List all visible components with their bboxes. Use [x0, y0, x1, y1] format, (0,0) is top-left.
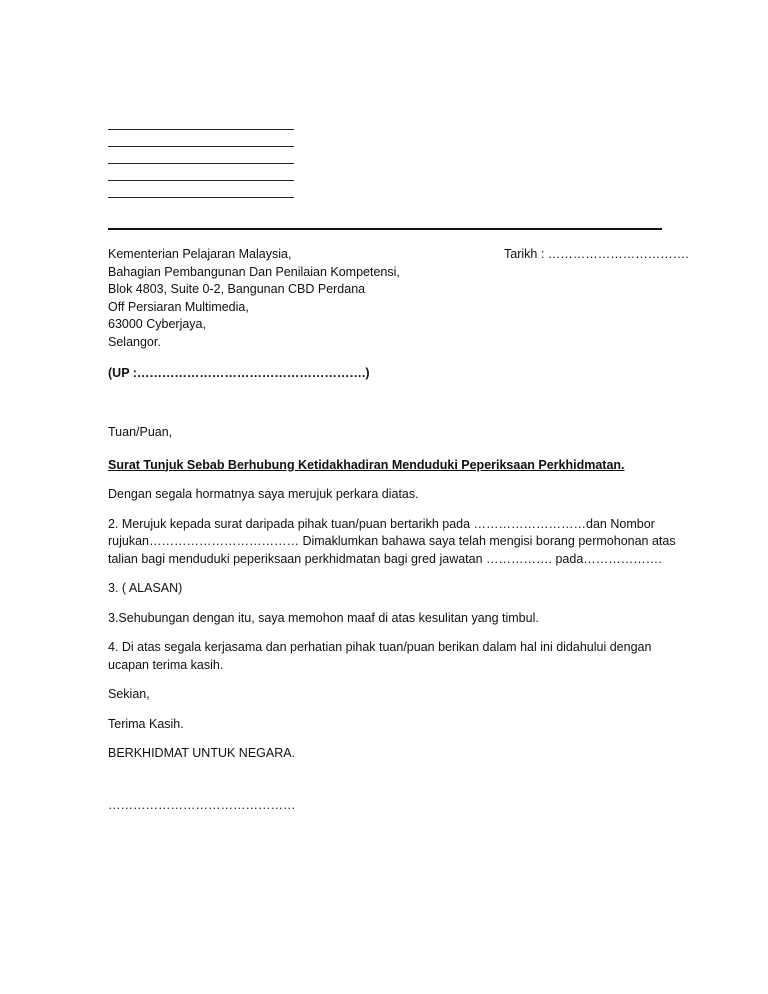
- sender-blank-line: [108, 164, 294, 181]
- closing-thanks: Terima Kasih.: [108, 716, 184, 731]
- paragraph-2-line: rujukan……………………………… Dimaklumkan bahawa saya telah mengisi borang permohonan atas: [108, 534, 676, 548]
- letter-subject: Surat Tunjuk Sebab Berhubung Ketidakhadiran Menduduki Peperiksaan Perkhidmatan.: [108, 457, 625, 472]
- sender-address-blanks: [108, 113, 294, 198]
- intro-paragraph: Dengan segala hormatnya saya merujuk perkara diatas.: [108, 487, 419, 501]
- sender-blank-line: [108, 181, 294, 198]
- paragraph-3: 3. ( ALASAN): [108, 581, 183, 595]
- closing-sekian: Sekian,: [108, 687, 150, 701]
- letter-body: [108, 424, 676, 763]
- spacer: [108, 474, 668, 486]
- header-divider: [108, 228, 662, 230]
- paragraph-2-line: talian bagi menduduki peperiksaan perkhidmatan bagi gred jawatan ……………. pada……………….: [108, 551, 662, 566]
- attention-line: (UP :……………………………………………….): [108, 366, 370, 380]
- recipient-line: Off Persiaran Multimedia,: [108, 299, 249, 314]
- spacer: [108, 704, 668, 716]
- salutation: Tuan/Puan,: [108, 425, 173, 439]
- recipient-line: Bahagian Pembangunan Dan Penilaian Kompetensi,: [108, 264, 400, 279]
- recipient-address: [108, 246, 438, 351]
- sender-blank-line: [108, 130, 294, 147]
- recipient-line: Selangor.: [108, 334, 161, 349]
- paragraph-4-line: ucapan terima kasih.: [108, 657, 224, 672]
- spacer: [108, 504, 668, 516]
- spacer: [108, 442, 668, 457]
- recipient-line: Blok 4803, Suite 0-2, Bangunan CBD Perdana: [108, 282, 366, 296]
- sender-blank-line: [108, 113, 294, 130]
- sender-blank-line: [108, 147, 294, 164]
- spacer: [108, 568, 668, 580]
- recipient-line: Kementerian Pelajaran Malaysia,: [108, 247, 292, 261]
- spacer: [108, 598, 668, 610]
- paragraph-4-line: 4. Di atas segala kerjasama dan perhatian pihak tuan/puan berikan dalam hal ini didahului dengan: [108, 640, 652, 654]
- signature-line: ………………………………………: [108, 798, 296, 812]
- spacer: [108, 733, 668, 745]
- paragraph-2-line: 2. Merujuk kepada surat daripada pihak tuan/puan bertarikh pada ………………………dan Nombor: [108, 516, 655, 531]
- date-field: Tarikh : …………………………….: [504, 247, 689, 261]
- spacer: [108, 627, 668, 639]
- closing-motto: BERKHIDMAT UNTUK NEGARA.: [108, 746, 296, 760]
- spacer: [108, 674, 668, 686]
- paragraph-3b: 3.Sehubungan dengan itu, saya memohon maaf di atas kesulitan yang timbul.: [108, 610, 539, 625]
- recipient-line: 63000 Cyberjaya,: [108, 317, 206, 331]
